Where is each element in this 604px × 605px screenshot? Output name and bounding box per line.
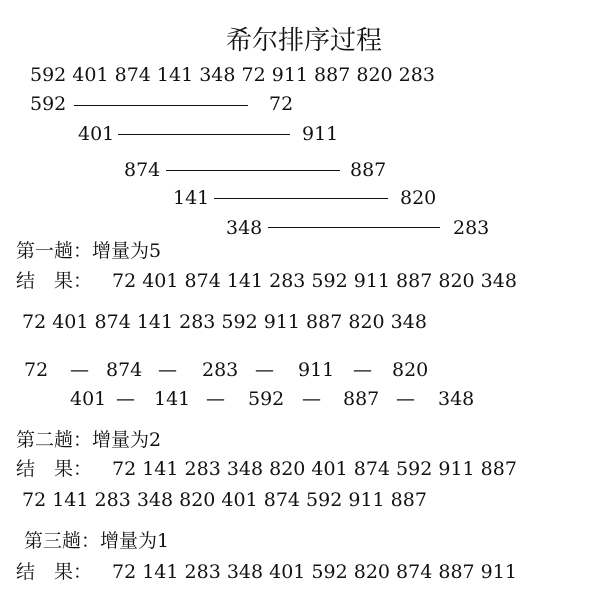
pair-4-line: [214, 198, 388, 199]
group-b-2: 141: [154, 388, 191, 410]
pass1-result: 72 401 874 141 283 592 911 887 820 348: [112, 270, 517, 292]
group-a-2: 874: [106, 359, 143, 381]
pass2-repeat: 72 141 283 348 820 401 874 592 911 887: [22, 489, 427, 511]
pair-5-left: 348: [226, 217, 263, 239]
page-title: 希尔排序过程: [226, 26, 383, 56]
pass2-heading: 第二趟：增量为2: [16, 429, 162, 451]
group-b-4: 887: [343, 388, 380, 410]
pair-5-line: [268, 227, 440, 228]
group-b-dash-3: —: [302, 388, 321, 410]
pair-3-left: 874: [124, 159, 161, 181]
group-a-dash-1: —: [70, 359, 89, 381]
pair-3-right: 887: [350, 159, 387, 181]
group-b-3: 592: [248, 388, 285, 410]
pair-4-right: 820: [400, 187, 437, 209]
group-b-5: 348: [438, 388, 475, 410]
group-b-1: 401: [70, 388, 107, 410]
pass1-heading: 第一趟：增量为5: [16, 240, 162, 262]
pair-5-right: 283: [453, 217, 490, 239]
pass3-result: 72 141 283 348 401 592 820 874 887 911: [112, 561, 517, 583]
group-b-dash-1: —: [116, 388, 135, 410]
pass3-heading: 第三趟：增量为1: [24, 530, 170, 552]
group-a-1: 72: [24, 359, 49, 381]
group-a-dash-3: —: [255, 359, 274, 381]
pass1-repeat: 72 401 874 141 283 592 911 887 820 348: [22, 311, 427, 333]
group-b-dash-2: —: [206, 388, 225, 410]
pair-1-line: [74, 105, 248, 106]
pass2-result: 72 141 283 348 820 401 874 592 911 887: [112, 458, 517, 480]
pair-1-right: 72: [269, 93, 294, 115]
pair-2-left: 401: [78, 123, 115, 145]
group-a-3: 283: [202, 359, 239, 381]
initial-sequence: 592 401 874 141 348 72 911 887 820 283: [30, 64, 435, 86]
pair-4-left: 141: [173, 187, 210, 209]
pass3-result-label: 结 果：: [16, 561, 93, 583]
group-a-5: 820: [392, 359, 429, 381]
group-a-dash-2: —: [158, 359, 177, 381]
group-a-4: 911: [298, 359, 335, 381]
pass1-result-label: 结 果：: [16, 270, 93, 292]
group-a-dash-4: —: [353, 359, 372, 381]
pair-1-left: 592: [30, 93, 67, 115]
pair-3-line: [166, 170, 340, 171]
pass2-result-label: 结 果：: [16, 458, 93, 480]
pair-2-line: [118, 134, 290, 135]
group-b-dash-4: —: [396, 388, 415, 410]
pair-2-right: 911: [302, 123, 339, 145]
